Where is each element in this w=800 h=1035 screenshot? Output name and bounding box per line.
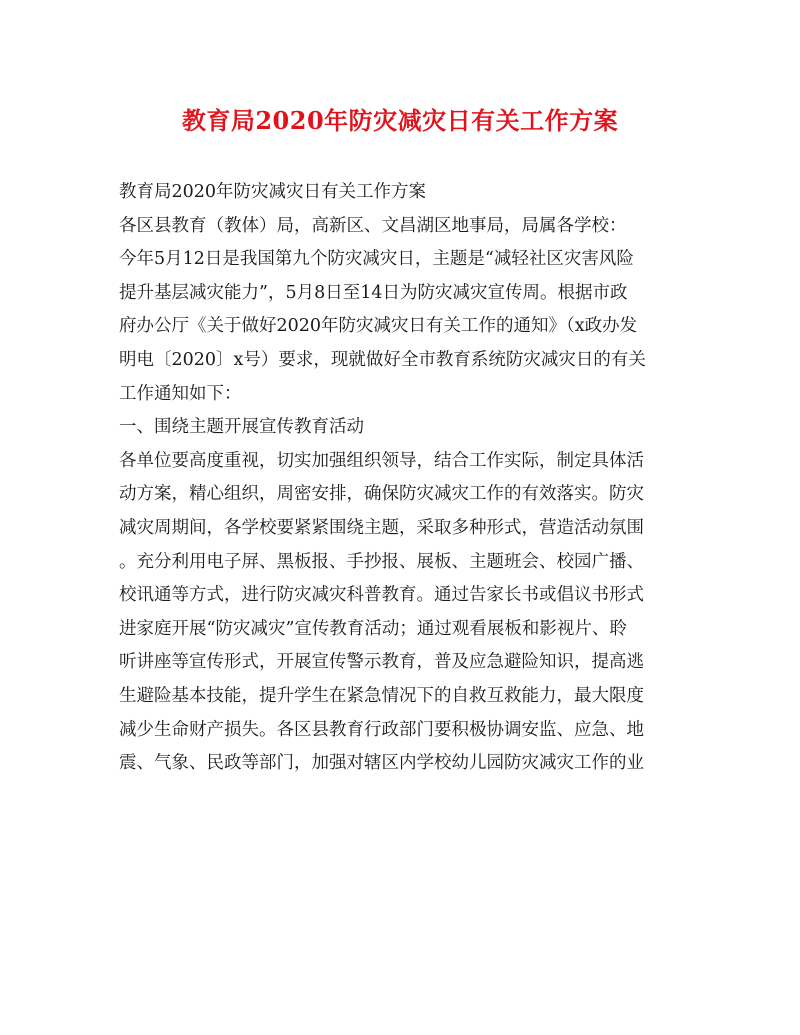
body-line: 校讯通等方式，进行防灾减灾科普教育。通过告家长书或倡议书形式 (119, 585, 644, 606)
body-line-salutation: 各区县教育（教体）局，高新区、文昌湖区地事局，局属各学校： (119, 215, 627, 236)
body-line: 今年5月12日是我国第九个防灾减灾日，主题是“减轻社区灾害风险 (119, 249, 634, 270)
body-line: 明电〔2020〕x号）要求，现就做好全市教育系统防灾减灾日的有关 (119, 349, 646, 370)
body-line: 听讲座等宣传形式，开展宣传警示教育，普及应急避险知识，提高逃 (119, 652, 644, 673)
body-line: 提升基层减灾能力”，5月8日至14日为防灾减灾宣传周。根据市政 (119, 282, 628, 303)
body-line: 府办公厅《关于做好2020年防灾减灾日有关工作的通知》（x政办发 (119, 316, 638, 337)
body-line: 进家庭开展“防灾减灾”宣传教育活动；通过观看展板和影视片、聆 (119, 618, 627, 639)
body-line: 震、气象、民政等部门，加强对辖区内学校幼儿园防灾减灾工作的业 (119, 753, 644, 774)
document-body (119, 176, 681, 781)
body-line: 各单位要高度重视，切实加强组织领导，结合工作实际，制定具体活 (119, 450, 644, 471)
body-line: 减少生命财产损失。各区县教育行政部门要积极协调安监、应急、地 (119, 719, 644, 740)
document-title: 教育局2020年防灾减灾日有关工作方案 (181, 106, 619, 135)
body-line: 减灾周期间，各学校要紧紧围绕主题，采取多种形式，营造活动氛围 (119, 517, 644, 538)
body-line-subtitle: 教育局2020年防灾减灾日有关工作方案 (119, 182, 427, 202)
body-line: 生避险基本技能，提升学生在紧急情况下的自救互救能力，最大限度 (119, 685, 644, 706)
body-line: 动方案，精心组织，周密安排，确保防灾减灾工作的有效落实。防灾 (119, 484, 644, 505)
section-heading: 一、围绕主题开展宣传教育活动 (119, 417, 364, 438)
body-line: 工作通知如下： (119, 383, 242, 404)
body-line: 。充分利用电子屏、黑板报、手抄报、展板、主题班会、校园广播、 (119, 551, 644, 572)
